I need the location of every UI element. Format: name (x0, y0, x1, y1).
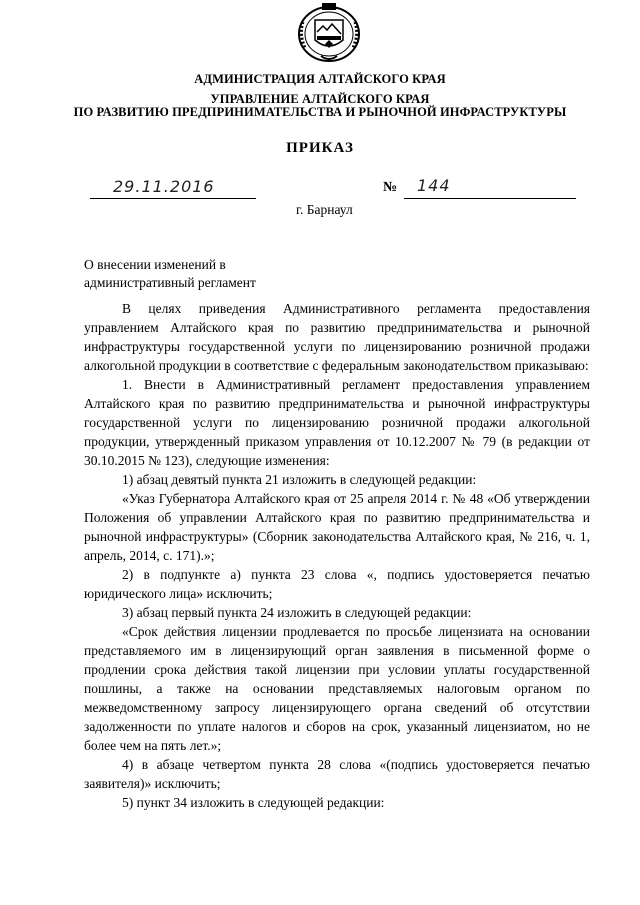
coat-of-arms-emblem (295, 0, 363, 64)
city: г. Барнаул (296, 202, 353, 217)
subject-line: О внесении изменений в (84, 257, 226, 272)
department-title-line1: УПРАВЛЕНИЕ АЛТАЙСКОГО КРАЯ (210, 92, 430, 106)
paragraph: «Срок действия лицензии продлевается по просьбе лицензиата на основании представляемого им в лицензирующий орган заявления в письменной форме о продлении срока действия такой лицензии при условии уплаты государственной пошлины, а также на основании представляемых налоговым органом по межведомственному запросу лицензирующего органа сведений об отсутствии задолженности по уплате налогов и сборов на срок, указанный лицензиатом, но не более чем на пять лет.»; (84, 624, 590, 753)
number-sign: № (383, 180, 398, 195)
paragraph: «Указ Губернатора Алтайского края от 25 апреля 2014 г. № 48 «Об утверждении Положения об управлении Алтайского края по развитию предпринимательства и рыночной инфраструктуры» (Сборник законодательства Алтайского края, № 216, ч. 1, апрель, 2014, с. 171).»; (84, 491, 590, 563)
administration-title: АДМИНИСТРАЦИЯ АЛТАЙСКОГО КРАЯ (194, 72, 446, 86)
paragraph: В целях приведения Административного регламента предоставления управлением Алтайского края по развитию предпринимательства и рыночной инфраструктуры государственной услуги по лицензированию розничной продажи алкогольной продукции в соответствие с федеральным законодательством приказываю: (84, 301, 590, 373)
paragraph: 4) в абзаце четвертом пункта 28 слова «(подпись удостоверяется печатью заявителя)» исключить; (84, 757, 590, 791)
paragraph: 1) абзац девятый пункта 21 изложить в следующей редакции: (122, 472, 477, 487)
document-number: 144 (417, 176, 451, 195)
department-title-line2: ПО РАЗВИТИЮ ПРЕДПРИНИМАТЕЛЬСТВА И РЫНОЧНОЙ ИНФРАСТРУКТУРЫ (73, 105, 567, 119)
number-underline (404, 198, 576, 199)
paragraph: 2) в подпункте а) пункта 23 слова «, подпись удостоверяется печатью юридического лица» исключить; (84, 567, 590, 601)
paragraph: 1. Внести в Административный регламент предоставления управлением Алтайского края по развитию предпринимательства и рыночной инфраструктуры государственной услуги по лицензированию розничной продажи алкогольной продукции, утвержденный приказом управления от 10.12.2007 № 79 (в редакции от 30.10.2015 № 123), следующие изменения: (84, 377, 590, 468)
document-date: 29.11.2016 (113, 177, 215, 196)
subject-line: административный регламент (84, 275, 256, 290)
paragraph: 3) абзац первый пункта 24 изложить в следующей редакции: (122, 605, 472, 620)
date-underline (90, 198, 256, 199)
subject-block (84, 256, 256, 292)
document-body (84, 299, 590, 812)
paragraph: 5) пункт 34 изложить в следующей редакции: (122, 795, 385, 810)
document-type: ПРИКАЗ (286, 140, 354, 156)
